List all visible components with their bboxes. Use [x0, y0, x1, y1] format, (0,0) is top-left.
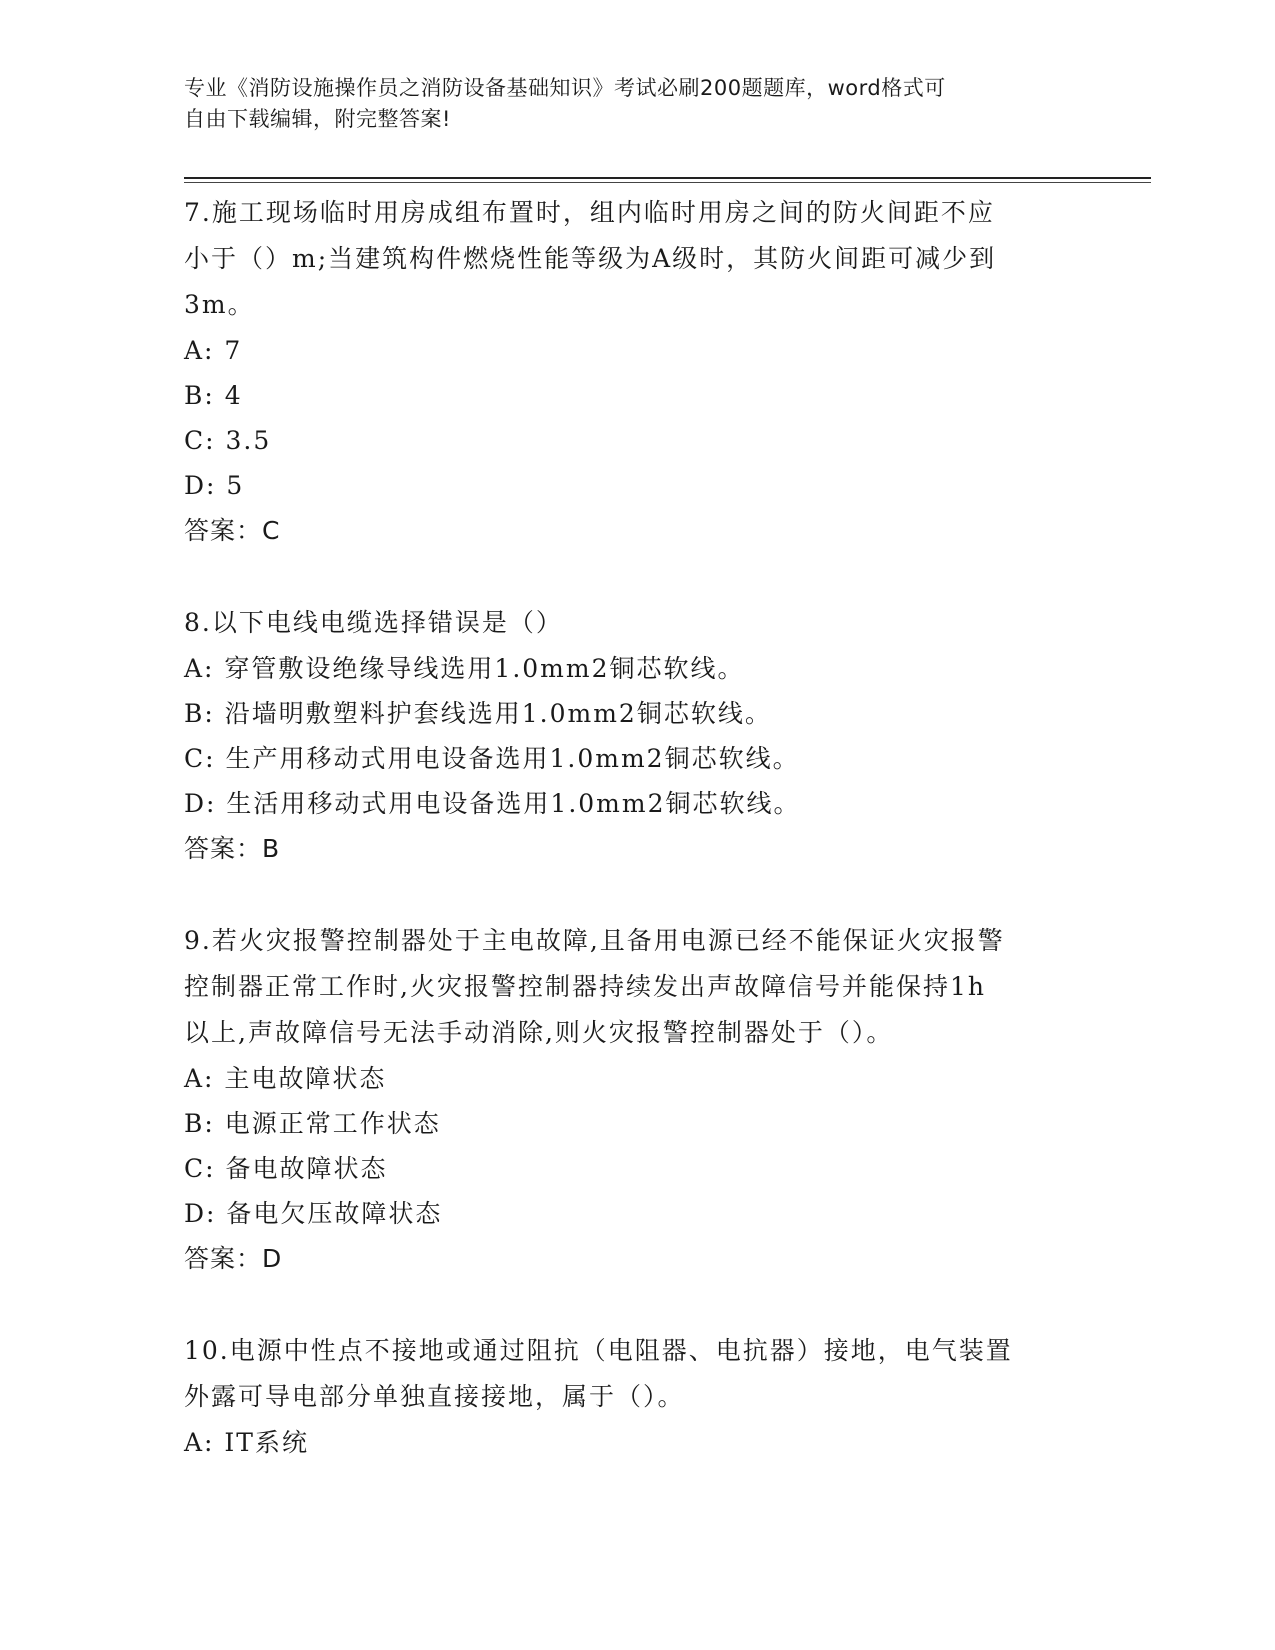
- option-a: A: 主电故障状态: [184, 1064, 387, 1093]
- question-stem-line: 小于（）m;当建筑构件燃烧性能等级为A级时，其防火间距可减少到: [184, 244, 997, 273]
- option-b: B: 电源正常工作状态: [184, 1109, 441, 1138]
- option-a: A: 穿管敷设绝缘导线选用1.0mm2铜芯软线。: [184, 654, 745, 683]
- header-line-2: 自由下载编辑，附完整答案!: [184, 107, 451, 131]
- answer: 答案：C: [184, 516, 281, 545]
- answer: 答案：B: [184, 834, 281, 863]
- question-8: [184, 600, 1064, 872]
- question-gap: [184, 554, 1064, 600]
- question-10: [184, 1328, 1064, 1465]
- header-divider-thick: [184, 177, 1151, 179]
- question-stem-line: 8.以下电线电缆选择错误是（）: [184, 608, 563, 637]
- option-b: B: 4: [184, 381, 243, 410]
- question-stem-line: 外露可导电部分单独直接接地，属于（）。: [184, 1382, 685, 1411]
- question-stem-line: 控制器正常工作时,火灾报警控制器持续发出声故障信号并能保持1h: [184, 972, 986, 1001]
- option-c: C: 3.5: [184, 426, 272, 455]
- question-gap: [184, 1282, 1064, 1328]
- header-line-1: 专业《消防设施操作员之消防设备基础知识》考试必刷200题题库，word格式可: [184, 76, 946, 100]
- document-header: [184, 73, 1064, 135]
- option-b: B: 沿墙明敷塑料护套线选用1.0mm2铜芯软线。: [184, 699, 772, 728]
- question-7: [184, 190, 1064, 554]
- header-divider-thin: [184, 182, 1151, 183]
- option-c: C: 生产用移动式用电设备选用1.0mm2铜芯软线。: [184, 744, 800, 773]
- option-a: A: 7: [184, 336, 243, 365]
- question-stem-line: 以上,声故障信号无法手动消除,则火灾报警控制器处于（）。: [184, 1018, 894, 1047]
- question-stem-line: 10.电源中性点不接地或通过阻抗（电阻器、电抗器）接地，电气装置: [184, 1336, 1013, 1365]
- option-d: D: 生活用移动式用电设备选用1.0mm2铜芯软线。: [184, 789, 801, 818]
- option-a: A: IT系统: [184, 1428, 309, 1457]
- question-stem-line: 7.施工现场临时用房成组布置时，组内临时用房之间的防火间距不应: [184, 198, 995, 227]
- answer: 答案：D: [184, 1244, 283, 1273]
- option-d: D: 备电欠压故障状态: [184, 1199, 443, 1228]
- question-stem-line: 9.若火灾报警控制器处于主电故障,且备用电源已经不能保证火灾报警: [184, 926, 1005, 955]
- question-stem-line: 3m。: [184, 290, 255, 319]
- option-c: C: 备电故障状态: [184, 1154, 388, 1183]
- question-gap: [184, 872, 1064, 918]
- option-d: D: 5: [184, 471, 245, 500]
- question-list: [184, 190, 1064, 1465]
- question-9: [184, 918, 1064, 1282]
